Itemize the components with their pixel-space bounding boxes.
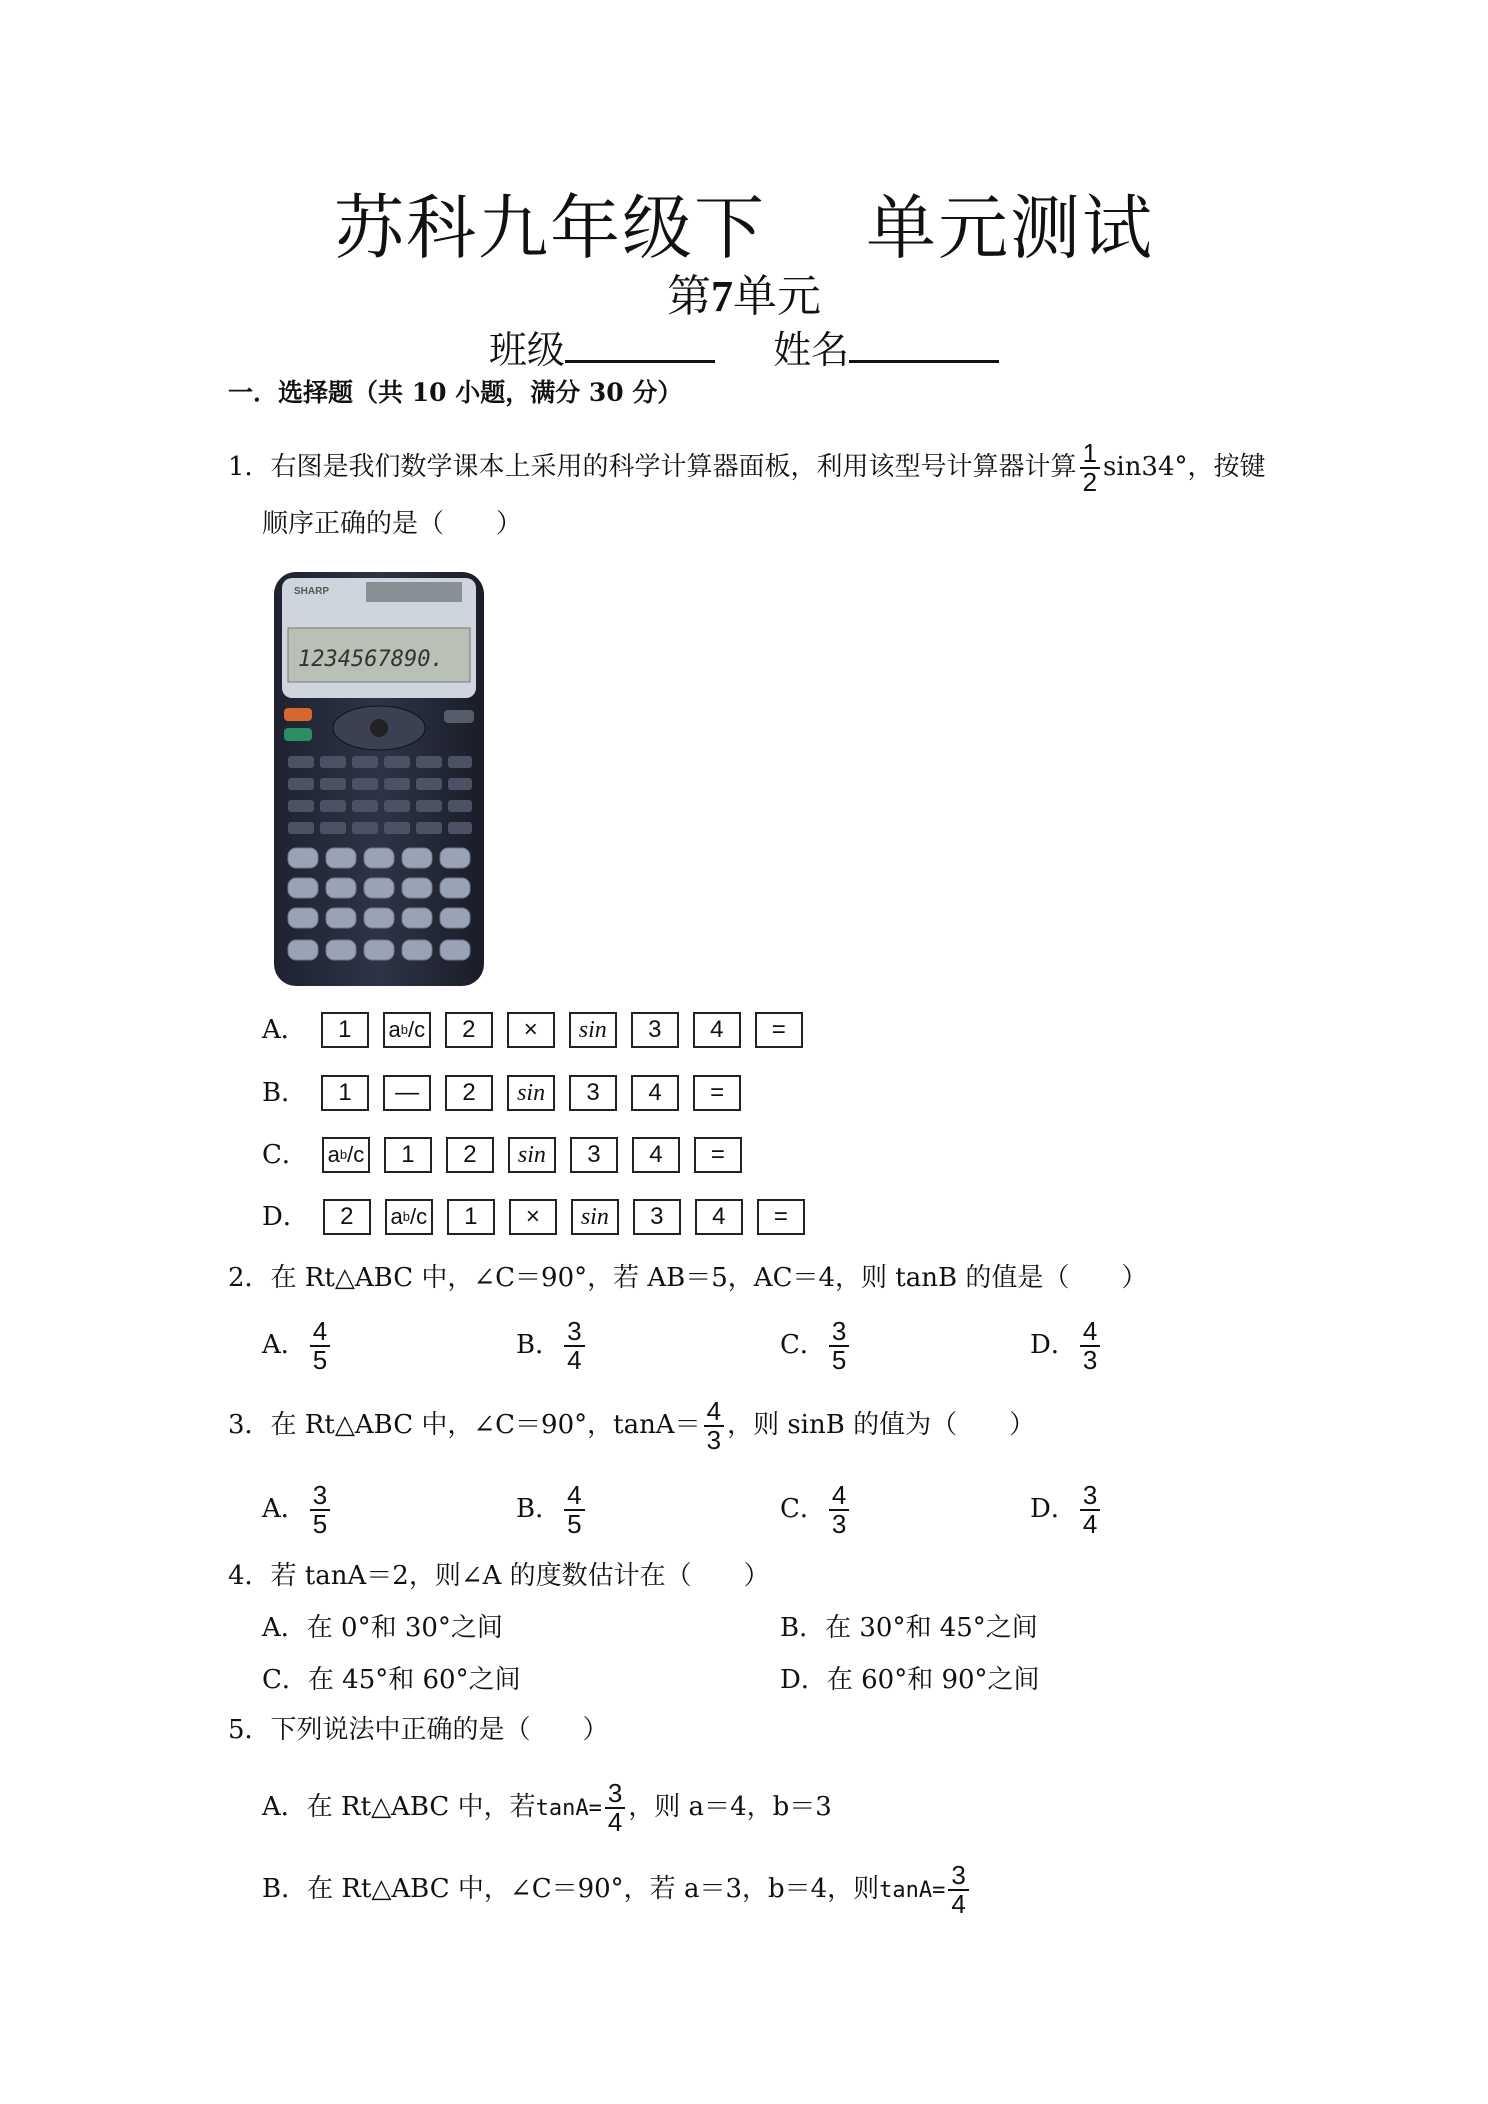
key-1: 1 bbox=[321, 1012, 369, 1048]
fraction-numerator: 4 bbox=[1080, 1318, 1100, 1347]
fraction-numerator: 3 bbox=[310, 1482, 330, 1511]
option-label: C． bbox=[262, 1140, 308, 1170]
key-sin: sin bbox=[507, 1075, 555, 1111]
question-text: 在 Rt△ABC 中，∠C＝90°，若 AB＝5，AC＝4，则 tanB 的值是（ ） bbox=[270, 1263, 1148, 1293]
fraction-denominator: 5 bbox=[831, 1345, 847, 1375]
question-text: 右图是我们数学课本上采用的科学计算器面板，利用该型号计算器计算 bbox=[270, 452, 1077, 482]
student-info-line bbox=[0, 326, 1488, 373]
calculator-image bbox=[268, 568, 490, 990]
unit-prefix: 第 bbox=[667, 271, 711, 322]
upper-right-key bbox=[444, 710, 474, 723]
question-number: 5． bbox=[228, 1715, 271, 1745]
key-fraction: a b /c bbox=[322, 1137, 370, 1173]
key-1: 1 bbox=[447, 1199, 495, 1235]
section-heading: 一．选择题（共 10 小题，满分 30 分） bbox=[228, 378, 683, 407]
q1-option-c[interactable] bbox=[262, 1137, 742, 1173]
key-minus: — bbox=[383, 1075, 431, 1111]
q1-option-a[interactable] bbox=[262, 1012, 803, 1048]
key-2: 2 bbox=[323, 1199, 371, 1235]
question-text-after: sin34°，按键 bbox=[1103, 452, 1266, 482]
option-label: A． bbox=[262, 1494, 307, 1524]
class-blank[interactable] bbox=[565, 326, 715, 363]
q3-option-a[interactable] bbox=[262, 1482, 333, 1538]
q2-option-a[interactable] bbox=[262, 1318, 333, 1374]
key-equals: = bbox=[757, 1199, 805, 1235]
question-text-after: ，则 sinB 的值为（ ） bbox=[727, 1410, 1036, 1440]
q2-option-d[interactable] bbox=[1030, 1318, 1103, 1374]
class-label: 班级 bbox=[488, 328, 565, 372]
name-label: 姓名 bbox=[773, 328, 850, 372]
option-text: B．在 Rt△ABC 中，∠C＝90°，若 a＝3，b＝4，则 bbox=[262, 1874, 880, 1904]
key-4: 4 bbox=[693, 1012, 741, 1048]
fraction-numerator: 3 bbox=[829, 1318, 849, 1347]
option-label: C． bbox=[780, 1494, 826, 1524]
fraction-denominator: 5 bbox=[312, 1345, 328, 1375]
q4-option-c[interactable]: C．在 45°和 60°之间 bbox=[262, 1665, 521, 1695]
question-4 bbox=[228, 1560, 770, 1592]
option-text: A．在 Rt△ABC 中，若 bbox=[262, 1792, 536, 1822]
q2-option-c[interactable] bbox=[780, 1318, 852, 1374]
fraction-denominator: 3 bbox=[706, 1425, 722, 1455]
fraction-numerator: 3 bbox=[948, 1862, 968, 1891]
question-text: 若 tanA＝2，则∠A 的度数估计在（ ） bbox=[270, 1561, 770, 1591]
fraction bbox=[1080, 440, 1100, 496]
fraction-denominator: 4 bbox=[567, 1345, 582, 1375]
key-sin: sin bbox=[508, 1137, 556, 1173]
key-4: 4 bbox=[695, 1199, 743, 1235]
fraction-numerator: 4 bbox=[829, 1482, 849, 1511]
question-number: 2． bbox=[228, 1263, 271, 1293]
option-label: D． bbox=[262, 1202, 309, 1232]
name-blank[interactable] bbox=[849, 326, 999, 363]
q1-option-d[interactable] bbox=[262, 1199, 805, 1235]
q3-option-c[interactable] bbox=[780, 1482, 852, 1538]
fraction-numerator: 4 bbox=[310, 1318, 330, 1347]
q4-option-b[interactable]: B．在 30°和 45°之间 bbox=[780, 1613, 1038, 1643]
key-4: 4 bbox=[631, 1075, 679, 1111]
key-multiply: × bbox=[509, 1199, 557, 1235]
unit-number: 7 bbox=[711, 272, 733, 321]
center-key bbox=[370, 719, 388, 737]
fraction bbox=[1080, 1482, 1100, 1538]
q1-option-b[interactable] bbox=[262, 1075, 741, 1111]
fraction bbox=[310, 1318, 330, 1374]
question-2 bbox=[228, 1262, 1147, 1294]
unit-heading bbox=[0, 272, 1488, 322]
fraction bbox=[1080, 1318, 1100, 1374]
calculator-display: 1234567890. bbox=[298, 647, 444, 672]
option-label: D． bbox=[1030, 1330, 1077, 1360]
q5-option-b[interactable] bbox=[262, 1862, 972, 1918]
fraction bbox=[704, 1398, 724, 1454]
option-label: A． bbox=[262, 1330, 307, 1360]
key-2: 2 bbox=[445, 1075, 493, 1111]
fraction-denominator: 4 bbox=[1082, 1509, 1098, 1539]
key-equals: = bbox=[755, 1012, 803, 1048]
key-equals: = bbox=[694, 1137, 742, 1173]
fraction-numerator: 3 bbox=[564, 1318, 584, 1347]
second-function-key bbox=[284, 708, 312, 721]
question-number: 1． bbox=[228, 452, 271, 482]
tan-expression: tanA= bbox=[879, 1878, 946, 1903]
fraction bbox=[948, 1862, 968, 1918]
fraction-numerator: 3 bbox=[1080, 1482, 1100, 1511]
key-fraction: a b /c bbox=[385, 1199, 433, 1235]
key-sin: sin bbox=[571, 1199, 619, 1235]
key-3: 3 bbox=[633, 1199, 681, 1235]
key-4: 4 bbox=[632, 1137, 680, 1173]
question-text: 下列说法中正确的是（ ） bbox=[270, 1715, 609, 1745]
question-1-line2: 顺序正确的是（ ） bbox=[262, 509, 523, 539]
fraction-denominator: 4 bbox=[951, 1889, 966, 1919]
fraction bbox=[310, 1482, 330, 1538]
fraction bbox=[829, 1482, 849, 1538]
question-5 bbox=[228, 1714, 609, 1746]
fraction-numerator: 4 bbox=[564, 1482, 584, 1511]
q3-option-d[interactable] bbox=[1030, 1482, 1103, 1538]
fraction bbox=[564, 1318, 584, 1374]
key-3: 3 bbox=[631, 1012, 679, 1048]
fraction-denominator: 3 bbox=[1082, 1345, 1098, 1375]
option-label: D． bbox=[1030, 1494, 1077, 1524]
option-label: C． bbox=[780, 1330, 826, 1360]
fraction-numerator: 3 bbox=[605, 1780, 625, 1809]
option-label: A． bbox=[262, 1015, 307, 1045]
unit-suffix: 单元 bbox=[733, 271, 821, 322]
calculator-brand: SHARP bbox=[294, 586, 330, 597]
fraction-numerator: 4 bbox=[704, 1398, 724, 1427]
key-2: 2 bbox=[445, 1012, 493, 1048]
q4-option-d[interactable]: D．在 60°和 90°之间 bbox=[780, 1665, 1040, 1695]
option-text-after: ，则 a＝4，b＝3 bbox=[628, 1792, 832, 1822]
key-2: 2 bbox=[446, 1137, 494, 1173]
question-1 bbox=[228, 440, 1266, 496]
mode-key bbox=[284, 728, 312, 741]
q2-option-b[interactable] bbox=[516, 1318, 588, 1374]
key-1: 1 bbox=[384, 1137, 432, 1173]
fraction-denominator: 5 bbox=[567, 1509, 582, 1539]
q4-option-a[interactable]: A．在 0°和 30°之间 bbox=[262, 1613, 503, 1643]
page-title bbox=[0, 188, 1488, 268]
tan-expression: tanA= bbox=[535, 1796, 602, 1821]
question-number: 4． bbox=[228, 1561, 271, 1591]
q3-option-b[interactable] bbox=[516, 1482, 588, 1538]
key-fraction: a b /c bbox=[383, 1012, 431, 1048]
calculator-illustration bbox=[268, 568, 490, 990]
key-sin: sin bbox=[569, 1012, 617, 1048]
solar-panel bbox=[366, 582, 462, 602]
key-equals: = bbox=[693, 1075, 741, 1111]
q5-option-a[interactable] bbox=[262, 1780, 832, 1836]
question-3 bbox=[228, 1398, 1035, 1454]
title-left: 苏科九年级下 bbox=[334, 187, 766, 269]
option-label: B． bbox=[516, 1330, 562, 1360]
fraction-denominator: 3 bbox=[831, 1509, 847, 1539]
key-3: 3 bbox=[570, 1137, 618, 1173]
question-text: 在 Rt△ABC 中，∠C＝90°，tanA＝ bbox=[270, 1410, 701, 1440]
fraction bbox=[829, 1318, 849, 1374]
fraction bbox=[605, 1780, 625, 1836]
fraction-denominator: 2 bbox=[1082, 467, 1098, 497]
question-number: 3． bbox=[228, 1410, 271, 1440]
fraction bbox=[564, 1482, 584, 1538]
key-multiply: × bbox=[507, 1012, 555, 1048]
key-1: 1 bbox=[321, 1075, 369, 1111]
fraction-denominator: 5 bbox=[312, 1509, 328, 1539]
fraction-numerator: 1 bbox=[1080, 440, 1100, 469]
title-right: 单元测试 bbox=[866, 187, 1154, 269]
option-label: B． bbox=[262, 1078, 308, 1108]
key-3: 3 bbox=[569, 1075, 617, 1111]
fraction-denominator: 4 bbox=[607, 1807, 623, 1837]
option-label: B． bbox=[516, 1494, 562, 1524]
